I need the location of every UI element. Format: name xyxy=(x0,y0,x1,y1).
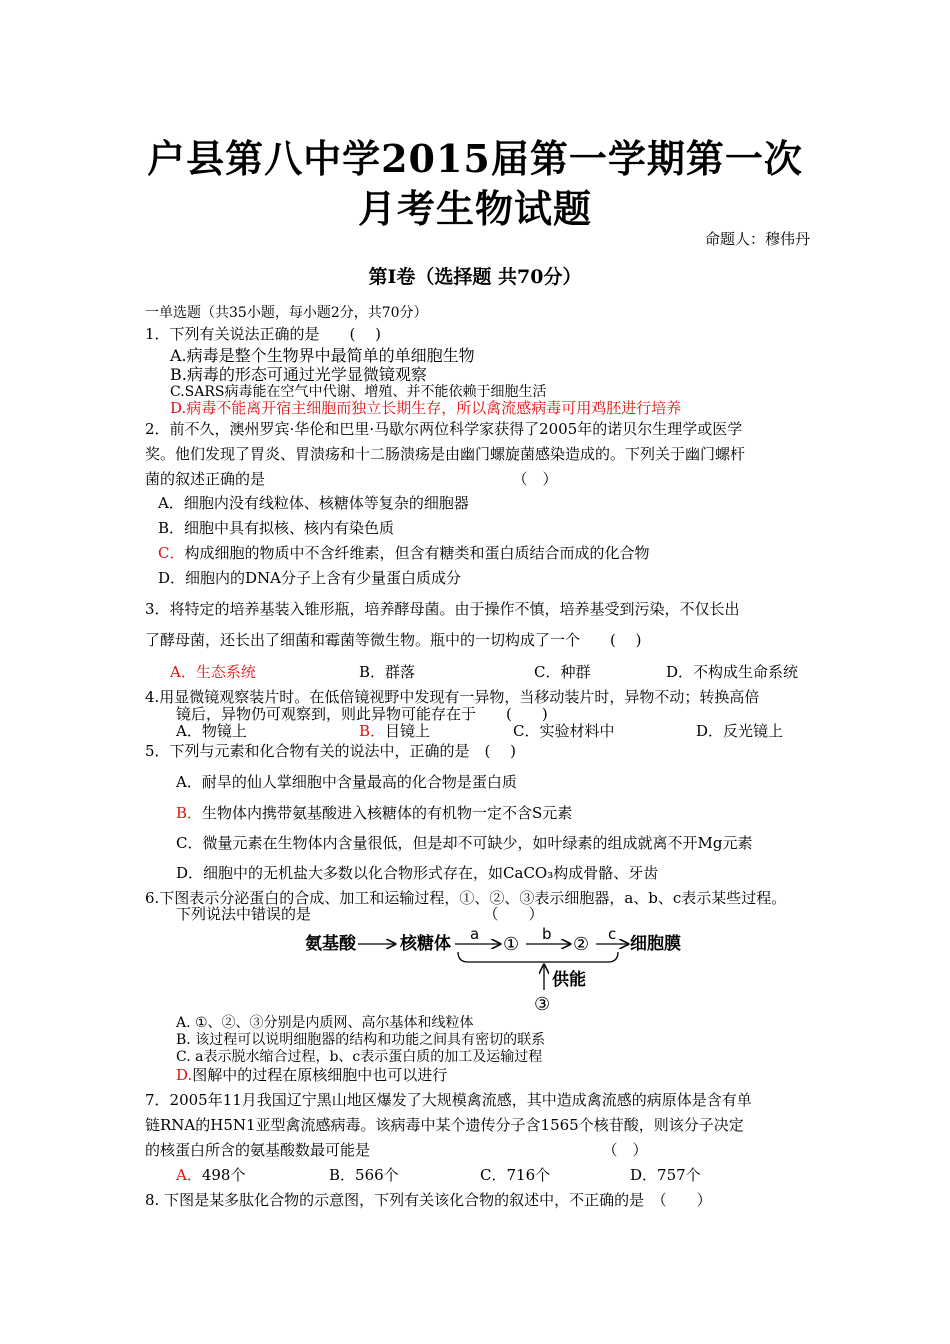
q1-option-b: B.病毒的形态可通过光学显微镜观察 xyxy=(170,365,427,384)
q7-stem-line2: 链RNA的H5N1亚型禽流感病毒。该病毒中某个遗传分子含1565个核苷酸，则该分子决定 xyxy=(145,1116,744,1134)
q5-option-a: A．耐旱的仙人掌细胞中含量最高的化合物是蛋白质 xyxy=(176,773,517,791)
q4-option-b-text: 目镜上 xyxy=(385,722,431,740)
q6-stem-line2: 下列说法中错误的是 （ ） xyxy=(176,905,544,923)
q5-stem: 5．下列与元素和化合物有关的说法中，正确的是 ( ) xyxy=(145,742,517,760)
q7-option-b: B．566个 xyxy=(329,1166,399,1184)
q2-stem-line2: 奖。他们发现了胃炎、胃溃疡和十二肠溃疡是由幽门螺旋菌感染造成的。下列关于幽门螺杆 xyxy=(145,445,746,463)
q6-option-c: C. a表示脱水缩合过程，b、c表示蛋白质的加工及运输过程 xyxy=(176,1049,543,1065)
q4-option-d: D．反光镜上 xyxy=(696,722,784,740)
energy-bracket xyxy=(458,952,618,962)
diagram-label-c: c xyxy=(608,925,617,943)
q3-stem-line1: 3．将特定的培养基装入锥形瓶，培养酵母菌。由于操作不慎，培养基受到污染，不仅长出 xyxy=(145,600,740,618)
q1-option-a: A.病毒是整个生物界中最简单的单细胞生物 xyxy=(170,346,475,365)
q2-option-c-letter: C． xyxy=(158,544,185,562)
q7-stem-line3: 的核蛋白所含的氨基酸数最可能是 （ ） xyxy=(145,1141,648,1159)
q2-stem-line3: 菌的叙述正确的是 （ ） xyxy=(145,470,558,488)
q5-option-c: C．微量元素在生物体内含量很低，但是却不可缺少，如叶绿素的组成就离不开Mg元素 xyxy=(176,834,753,852)
author: 命题人：穆伟丹 xyxy=(704,230,810,248)
diagram-label-ribosome: 核糖体 xyxy=(400,934,451,954)
q6-option-a: A. ①、②、③分别是内质网、高尔基体和线粒体 xyxy=(176,1015,474,1031)
q6-option-d xyxy=(176,1064,447,1085)
q1-stem: 1．下列有关说法正确的是 ( ) xyxy=(145,325,382,343)
diagram-label-amino-acid: 氨基酸 xyxy=(305,934,356,954)
q5-option-d: D．细胞中的无机盐大多数以化合物形式存在，如CaCO₃构成骨骼、牙齿 xyxy=(176,864,659,882)
q4-option-b-letter: B． xyxy=(359,722,386,740)
q1-option-d: D.病毒不能离开宿主细胞而独立长期生存，所以禽流感病毒可用鸡胚进行培养 xyxy=(170,399,682,417)
q6-option-d-letter: D. xyxy=(176,1066,193,1084)
q7-option-a-letter: A． xyxy=(176,1166,202,1184)
diagram-node-1: ① xyxy=(503,934,520,955)
q7-option-c: C．716个 xyxy=(480,1166,551,1184)
q2-option-d: D．细胞内的DNA分子上含有少量蛋白质成分 xyxy=(158,569,462,587)
q2-option-c-text: 构成细胞的物质中不含纤维素，但含有糖类和蛋白质结合而成的化合物 xyxy=(184,544,650,562)
q2-option-b: B．细胞中具有拟核、核内有染色质 xyxy=(158,519,395,537)
q4-stem-line2: 镜后，异物仍可观察到，则此异物可能存在于 ( ) xyxy=(176,705,548,723)
diagram-label-a: a xyxy=(470,925,480,943)
q5-option-b xyxy=(176,802,572,823)
secretory-protein-diagram xyxy=(300,920,700,1020)
q5-option-b-text: 生物体内携带氨基酸进入核糖体的有机物一定不含S元素 xyxy=(202,804,573,822)
section-title: 第Ⅰ卷（选择题 共70分） xyxy=(368,266,582,288)
q3-option-d: D．不构成生命系统 xyxy=(666,663,799,681)
q7-option-d: D．757个 xyxy=(630,1166,701,1184)
q3-option-a: A．生态系统 xyxy=(170,663,256,681)
q2-option-a: A．细胞内没有线粒体、核糖体等复杂的细胞器 xyxy=(158,494,469,512)
diagram-node-3: ③ xyxy=(534,994,551,1015)
q3-stem-line2: 了酵母菌，还长出了细菌和霉菌等微生物。瓶中的一切构成了一个 ( ) xyxy=(145,631,642,649)
q3-option-c: C．种群 xyxy=(534,663,591,681)
q4-option-a: A．物镜上 xyxy=(176,722,247,740)
diagram-node-2: ② xyxy=(573,934,590,955)
q3-option-b: B．群落 xyxy=(359,663,416,681)
q6-option-d-text: 图解中的过程在原核细胞中也可以进行 xyxy=(192,1066,448,1084)
q2-stem-line1: 2．前不久，澳州罗宾·华伦和巴里·马歇尔两位科学家获得了2005年的诺贝尔生理学或医学 xyxy=(145,420,743,438)
q6-stem-line1: 6.下图表示分泌蛋白的合成、加工和运输过程，①、②、③表示细胞器，a、b、c表示某些过程。 xyxy=(145,889,787,907)
q5-option-b-letter: B． xyxy=(176,804,203,822)
q4-stem-line1: 4.用显微镜观察装片时。在低倍镜视野中发现有一异物，当移动装片时，异物不动；转换高倍 xyxy=(145,688,760,706)
q4-option-b xyxy=(359,720,430,741)
exam-title-line2: 月考生物试题 xyxy=(357,186,592,231)
q7-stem-line1: 7．2005年11月我国辽宁黑山地区爆发了大规模禽流感，其中造成禽流感的病原体是含有单 xyxy=(145,1091,752,1109)
q1-option-c: C.SARS病毒能在空气中代谢、增殖、并不能依赖于细胞生活 xyxy=(170,384,547,400)
q2-option-c xyxy=(158,542,650,563)
q6-option-b: B. 该过程可以说明细胞器的结构和功能之间具有密切的联系 xyxy=(176,1032,546,1048)
q7-option-a xyxy=(176,1164,245,1185)
diagram-label-cell-membrane: 细胞膜 xyxy=(630,934,681,954)
q8-stem: 8. 下图是某多肽化合物的示意图，下列有关该化合物的叙述中，不正确的是 （ ） xyxy=(145,1191,712,1209)
q4-option-c: C．实验材料中 xyxy=(513,722,615,740)
q7-option-a-text: 498个 xyxy=(201,1166,246,1184)
exam-title-line1: 户县第八中学2015届第一学期第一次 xyxy=(147,136,803,181)
diagram-label-energy: 供能 xyxy=(552,970,586,990)
diagram-label-b: b xyxy=(542,925,552,943)
instructions: 一单选题（共35小题，每小题2分，共70分） xyxy=(145,305,428,321)
